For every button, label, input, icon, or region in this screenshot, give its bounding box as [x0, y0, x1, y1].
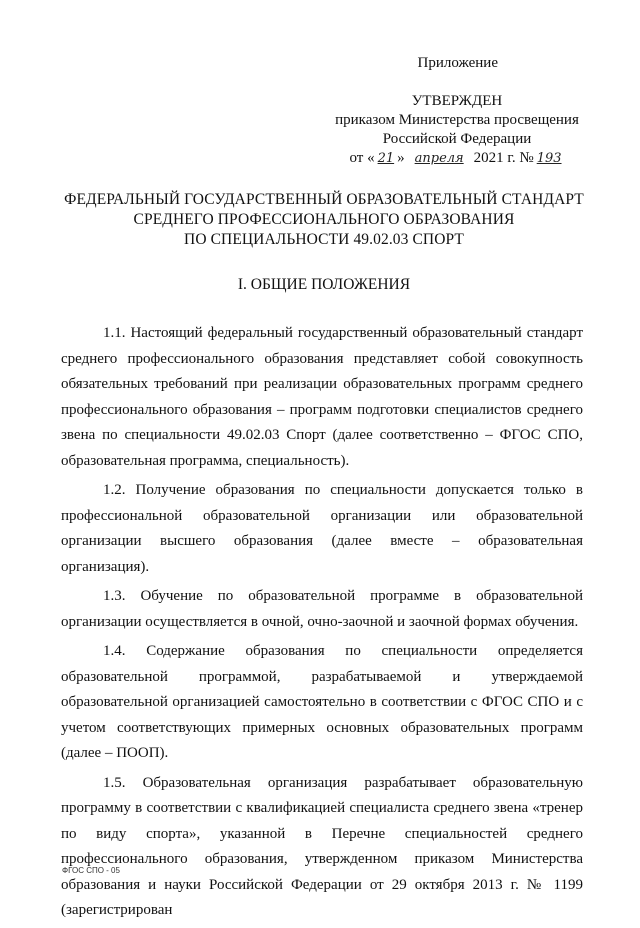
order-number: 193 [536, 151, 562, 166]
order-date-line [334, 149, 580, 168]
section-title: I. ОБЩИЕ ПОЛОЖЕНИЯ [237, 276, 411, 293]
paragraph-1-4: 1.4. Содержание образования по специальности определяется образовательной программой, разрабатываемой и утверждаемой образовательной организацией самостоятельно в соответствии с ФГОС СПО и с учетом соответствующих примерных основных образовательных программ (далее – ПООП). [61, 643, 583, 761]
appendix-label: Приложение [417, 55, 498, 71]
date-day: 21 [377, 151, 395, 166]
date-year: 2021 г. № [473, 150, 534, 166]
date-mid: » [397, 150, 405, 166]
footer-code: ФГОС СПО - 05 [62, 866, 120, 875]
title-line-3: ПО СПЕЦИАЛЬНОСТИ 49.02.03 СПОРТ [184, 231, 464, 248]
paragraph-1-1: 1.1. Настоящий федеральный государственный образовательный стандарт среднего профессионального образования представляет собой совокупность обязательных требований при реализации образовательных программ среднего профессионального образования – программ подготовки специалистов среднего звена по специальности 49.02.03 Спорт (далее соответственно – ФГОС СПО, образовательная программа, специальность). [61, 325, 583, 469]
document-title [60, 190, 588, 250]
order-line-1: приказом Министерства просвещения [335, 112, 579, 128]
title-line-1: ФЕДЕРАЛЬНЫЙ ГОСУДАРСТВЕННЫЙ ОБРАЗОВАТЕЛЬНЫЙ СТАНДАРТ [64, 191, 584, 208]
body-text [61, 321, 583, 928]
date-month: апреля [414, 151, 464, 166]
paragraph-1-3: 1.3. Обучение по образовательной программе в образовательной организации осуществляется в очной, очно-заочной и заочной формах обучения. [61, 588, 583, 630]
paragraph-1-5: 1.5. Образовательная организация разрабатывает образовательную программу в соответствии с квалификацией специалиста среднего звена «тренер по виду спорта», указанной в Перечне специальностей среднего профессионального образования, утвержденном приказом Министерства образования и науки Российской Федерации от 29 октября 2013 г. № 1199 (зарегистрирован [61, 774, 583, 918]
approval-stamp [334, 92, 580, 168]
title-line-2: СРЕДНЕГО ПРОФЕССИОНАЛЬНОГО ОБРАЗОВАНИЯ [133, 211, 515, 228]
date-prefix: от « [349, 150, 375, 166]
paragraph-1-2: 1.2. Получение образования по специальности допускается только в профессиональной образовательной организации или образовательной организации высшего образования (далее вместе – образовательная организация). [61, 482, 583, 575]
approved-label: УТВЕРЖДЕН [411, 93, 503, 109]
order-line-2: Российской Федерации [382, 131, 532, 147]
